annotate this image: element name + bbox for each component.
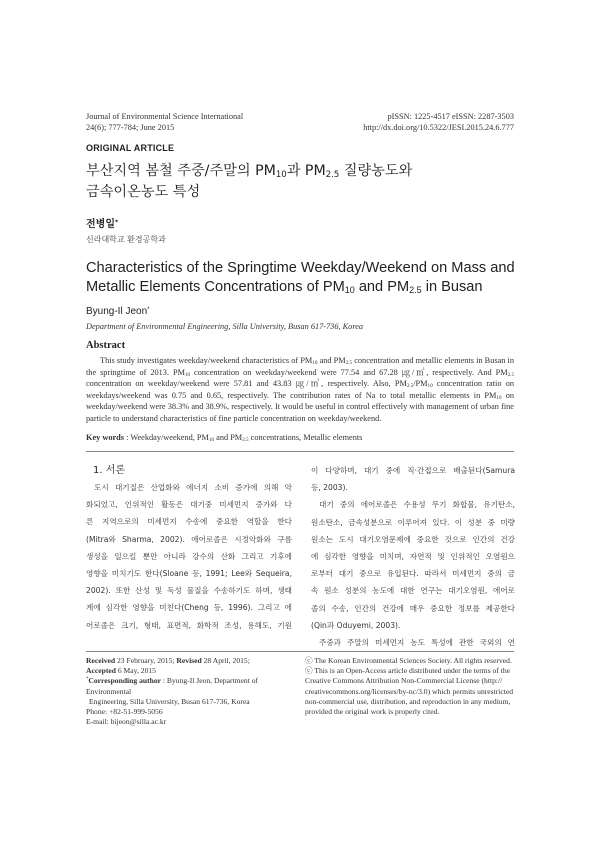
right-column (311, 462, 515, 651)
abstract-divider (86, 451, 514, 452)
left-column (86, 479, 292, 634)
license-line: Creative Commons Attribution Non-Commercial License (http:// (305, 676, 503, 686)
english-affiliation: Department of Environmental Engineering, Silla University, Busan 617-736, Korea (86, 322, 364, 331)
body-line: 주중과 주말의 미세먼지 농도 특성에 관한 국외의 연 (319, 638, 515, 648)
license-line: provided the original work is properly cited. (305, 707, 440, 717)
issn-block (363, 111, 514, 133)
body-line: 원소탄소, 금속성분으로 이루어져 있다. 이 성분 중 미량 (311, 517, 515, 527)
abstract-body: This study investigates weekday/weekend characteristics of $PM_{10}$ and $PM_{2.5}$ concentration and metallic elements in Busan in the springtime of 2013. $PM_{10}$ concentration on weekday/weekend were 77.54 and 67.28 ㎍/㎥, respectively. And $PM_{2.5}$ concentration on weekday/weekend were 57.81 and 43.83 ㎍/㎥, respectively. Also, $PM_{2.5}/PM_{10}$ concentration ratio on weekdays/weekend was 0.75 and 0.65, respectively. The contribution rates of Na to total metallic elements in $PM_{10}$ on weekday/weekend were 38.3% and 38.9%, respectively. It would be useful in control effectively with management of urban fine particle to understand characteristics of fine particle concentration on weekday/weekend. (86, 356, 515, 423)
body-line: (Mitra와 Sharma, 2002). 에어로졸은 시정악화와 구름 (86, 534, 292, 544)
english-title-line1: Characteristics of the Springtime Weekday/Weekend on Mass and (86, 260, 515, 276)
copyright: ⓒ The Korean Environmental Sciences Society. All rights reserved. (305, 656, 512, 665)
english-title-line2: Metallic Elements Concentrations of $PM_{10}$ and $PM_{2.5}$ in Busan (86, 279, 483, 295)
license-line: ⓒ This is an Open-Access article distributed under the terms of the (305, 666, 511, 676)
korean-title-line1: 부산지역 봄철 주중/주말의 $PM_{10}$과 $PM_{2.5}$ 질량농도와 (86, 163, 413, 180)
body-line: 른 지역으로의 미세먼지 수송에 중요한 역할을 한다 (86, 517, 292, 527)
corresponding-address: Engineering, Silla University, Busan 617-736, Korea (89, 696, 250, 706)
email-link[interactable]: E-mail: bijeon@silla.ac.kr (86, 717, 167, 727)
abstract-heading: Abstract (86, 340, 126, 351)
phone: Phone: +82-51-999-5056 (86, 707, 163, 717)
body-line: 속 원소 성분의 농도에 대한 연구는 대기오염원, 에어로 (311, 586, 515, 596)
footnote-left (86, 656, 296, 727)
keywords: Key words : Weekday/weekend, $PM_{10}$ and $PM_{2.5}$ concentrations, Metallic elements (86, 433, 363, 443)
body-line: 2002). 또한 산성 및 독성 물질을 수송하기도 하며, 생태 (86, 586, 292, 596)
body-line: 로부터 대기 중으로 유입된다. 따라서 미세먼지 중의 금 (311, 569, 515, 579)
journal-name: Journal of Environmental Science International (86, 112, 244, 121)
corresponding-author: *Corresponding author : Byung-Il Jeon, Department of Environmental (86, 676, 259, 696)
korean-affiliation: 신라대학교 환경공학과 (86, 235, 166, 244)
issn: pISSN: 1225-4517 eISSN: 2287-3503 (387, 112, 514, 121)
body-line: 도시 대기질은 산업화와 에너지 소비 증가에 의해 악 (94, 483, 292, 492)
body-line: 등, 2003). (311, 483, 348, 493)
body-line: 대기 중의 에어로졸은 수용성 무기 화합물, 유기탄소, (319, 500, 515, 510)
footnote-right (305, 656, 515, 717)
body-line: 어로졸은 크기, 형태, 표면적, 화학적 조성, 용해도, 기원 (86, 620, 292, 630)
license-line: creativecommons.org/licenses/by-nc/3.0) which permits unrestricted (305, 686, 513, 696)
volume-pages: 24(6); 777-784; June 2015 (86, 123, 175, 132)
body-line: 졸의 수송, 인간의 건강에 매우 중요한 정보를 제공한다 (311, 603, 515, 613)
footnote-divider (86, 651, 514, 652)
body-line: 원소는 도시 대기오염문제에 중요한 것으로 인간의 건강 (311, 534, 515, 544)
accepted-date: Accepted 6 May, 2015 (86, 666, 156, 676)
license-line: non-commercial use, distribution, and reproduction in any medium, (305, 696, 511, 706)
body-line: 화되었고, 인위적인 활동은 대기중 미세먼지 증가와 다 (86, 500, 292, 510)
body-line: 에 심각한 영향을 미치며, 자연적 및 인위적인 오염원으 (311, 552, 515, 562)
section-heading-introduction: 1. 서론 (93, 465, 126, 476)
doi-link[interactable]: http://dx.doi.org/10.5322/JESI.2015.24.6.777 (363, 123, 514, 132)
article-type: ORIGINAL ARTICLE (86, 143, 175, 153)
korean-title (86, 161, 412, 203)
body-line: 영향을 미치기도 한다(Sloane 등, 1991; Lee와 Sequeira, (86, 569, 292, 579)
body-line: (Qin과 Oduyemi, 2003). (311, 620, 401, 630)
korean-author: 전병일* (86, 219, 119, 230)
english-author: Byung-Il Jeon* (86, 306, 150, 317)
english-title (86, 259, 515, 297)
body-line: 이 다양하며, 대기 중에 직·간접으로 배출된다(Samura (311, 466, 515, 475)
body-line: 계에 심각한 영향을 미친다(Cheng 등, 1996). 그리고 에 (86, 603, 292, 613)
received-dates: Received 23 February, 2015; Revised 28 April, 2015; (86, 656, 250, 665)
journal-header (86, 111, 243, 133)
body-line: 생성을 일으킬 뿐만 아니라 강수의 산화 그리고 기후에 (86, 551, 292, 561)
korean-title-line2: 금속이온농도 특성 (86, 184, 201, 200)
